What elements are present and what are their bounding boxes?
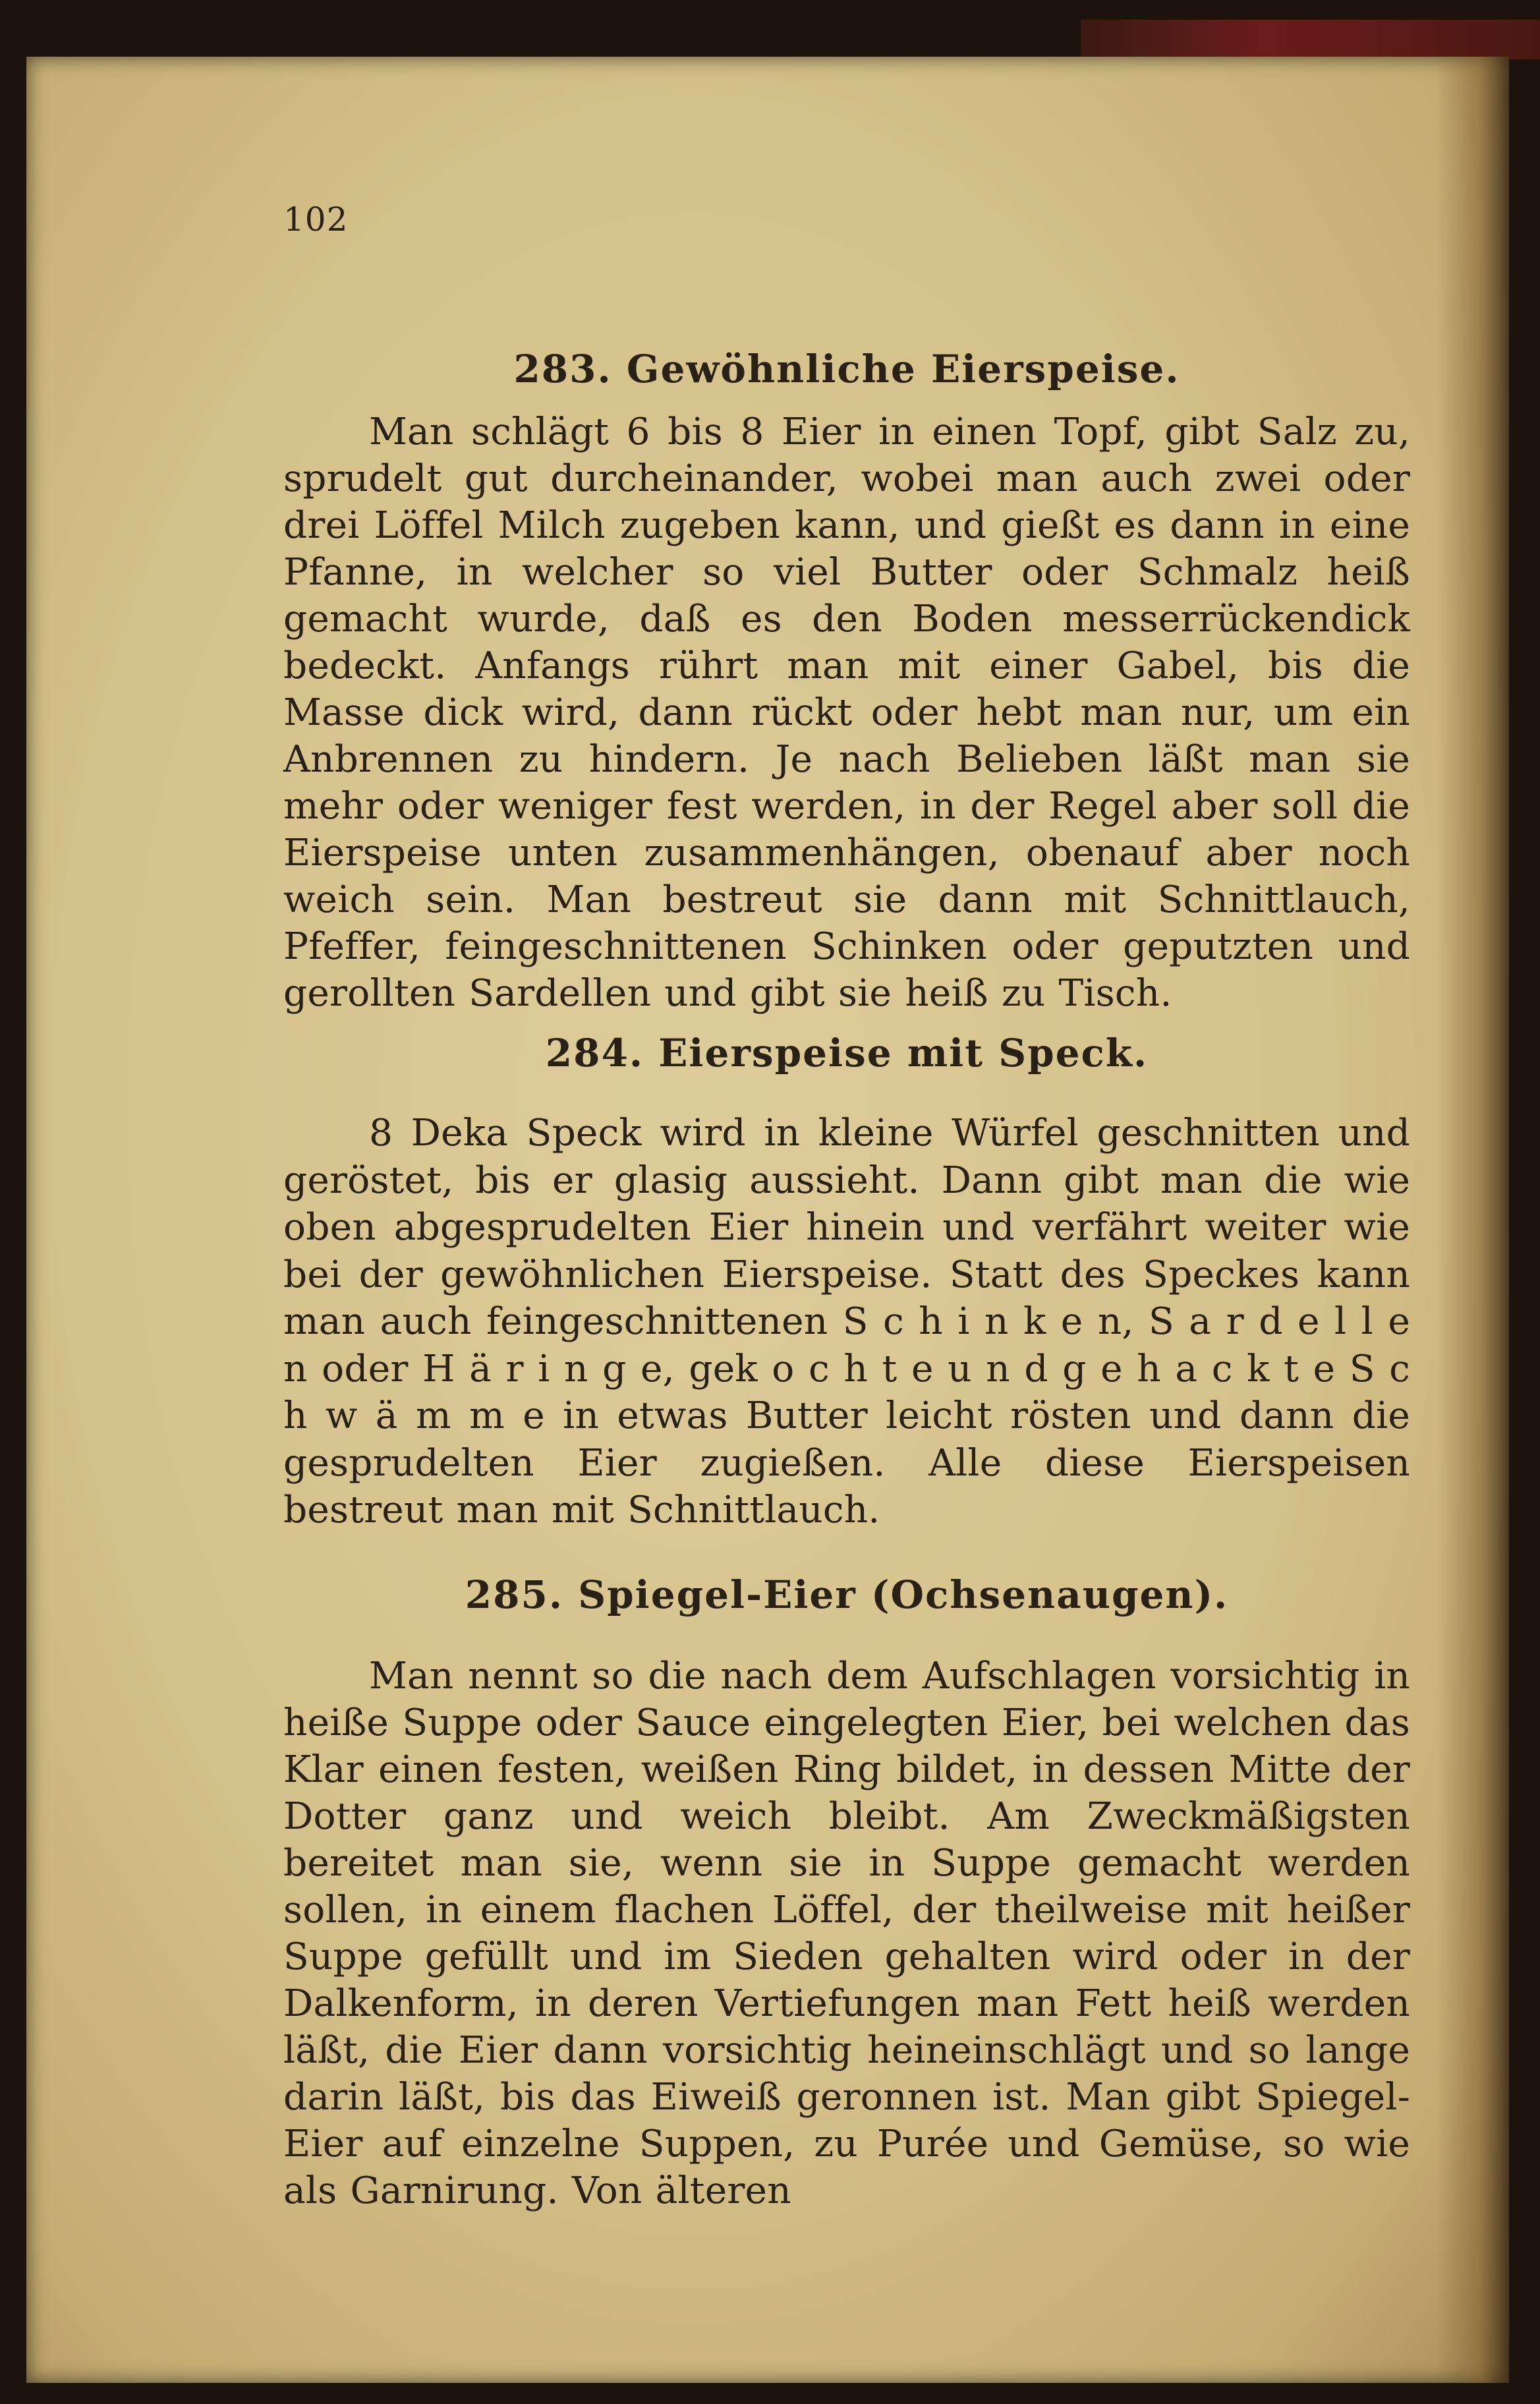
recipe-heading-285: 285. Spiegel-Eier (Ochsenaugen). <box>465 1572 1229 1617</box>
recipe-heading-283: 283. Gewöhnliche Eierspeise. <box>513 347 1180 391</box>
recipe-heading-284: 284. Eierspeise mit Speck. <box>545 1031 1149 1075</box>
page-gutter-shadow <box>1437 57 1509 2383</box>
recipe-text-285: Man nennt so die nach dem Aufschlagen vorsichtig in heiße Suppe oder Sauce eingelegten Eier, bei welchen das Klar einen festen, weißen Ring bildet, in dessen Mitte der Dotter ganz und weich bleibt. Am Zweckmäßigsten bereitet man sie, wenn sie in Suppe gemacht werden sollen, in einem flachen Löffel, der theilweise mit heißer Suppe gefüllt und im Sieden gehalten wird oder in der Dalkenform, in deren Vertiefungen man Fett heiß werden läßt, die Eier dann vorsichtig heineinschlägt und so lange darin läßt, bis das Eiweiß geronnen ist. Man gibt Spiegel-Eier auf einzelne Suppen, zu Purée und Gemüse, so wie als Garnirung. Von älteren <box>283 1655 1410 2212</box>
page-number: 102 <box>283 200 349 239</box>
book-spine-edge <box>1081 20 1540 59</box>
recipe-text-283: Man schlägt 6 bis 8 Eier in einen Topf, gibt Salz zu, sprudelt gut durcheinander, wobei man auch zwei oder drei Löffel Milch zugeben kann, und gießt es dann in eine Pfanne, in welcher so viel Butter oder Schmalz heiß gemacht wurde, daß es den Boden messerrückendick bedeckt. Anfangs rührt man mit einer Gabel, bis die Masse dick wird, dann rückt oder hebt man nur, um ein Anbrennen zu hindern. Je nach Belieben läßt man sie mehr oder weniger fest werden, in der Regel aber soll die Eierspeise unten zusammenhängen, obenauf aber noch weich sein. Man bestreut sie dann mit Schnittlauch, Pfeffer, feingeschnittenen Schinken oder geputzten und gerollten Sardellen und gibt sie heiß zu Tisch. <box>283 411 1410 1015</box>
page-sheet <box>26 57 1509 2383</box>
recipe-text-284: 8 Deka Speck wird in kleine Würfel geschnitten und geröstet, bis er glasig aussieht. Dann gibt man die wie oben abgesprudelten Eier hinein und verfährt weiter wie bei der gewöhnlichen Eierspeise. Statt des Speckes kann man auch feingeschnittenen S c h i n k e n, S a r d e l l e n oder H ä r i n g e, gek o c h t e u n d g e h a c k t e S c h w ä m m e in etwas Butter leicht rösten und dann die gesprudelten Eier zugießen. Alle diese Eierspeisen bestreut man mit Schnittlauch. <box>283 1112 1410 1531</box>
